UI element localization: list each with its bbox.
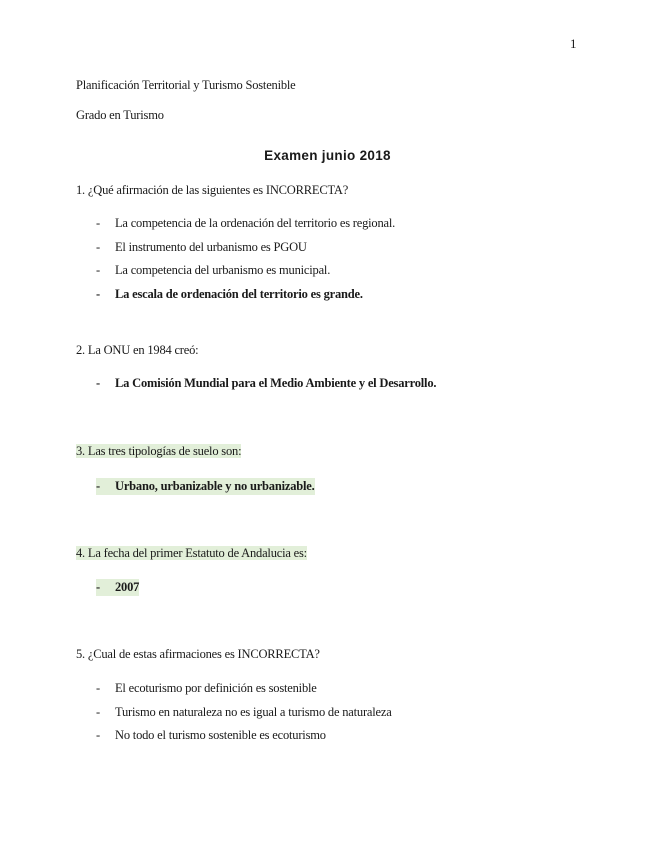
question-2: 2. La ONU en 1984 creó: [76,343,199,357]
answer-1-1 [96,215,395,232]
answer-5-1 [96,680,317,697]
answer-text: La escala de ordenación del territorio es grande. [115,287,363,301]
answer-text: El instrumento del urbanismo es PGOU [115,240,307,254]
answer-dash: - [96,376,100,390]
answer-text: La competencia de la ordenación del territorio es regional. [115,216,396,230]
page-number: 1 [570,36,577,51]
question-5: 5. ¿Cual de estas afirmaciones es INCORRECTA? [76,647,320,661]
answer-2-1-correct [96,375,436,392]
answer-text: 2007 [115,580,140,594]
answer-dash: - [96,705,100,719]
answer-dash: - [96,240,100,254]
question-1: 1. ¿Qué afirmación de las siguientes es INCORRECTA? [76,183,349,197]
question-4 [76,545,307,562]
answer-5-3 [96,727,326,744]
question-3 [76,443,241,460]
answer-4-1-correct [96,579,139,596]
answer-dash: - [96,479,100,493]
answer-dash: - [96,287,100,301]
answer-text: Urbano, urbanizable y no urbanizable. [115,479,315,493]
answer-dash: - [96,681,100,695]
answer-text: El ecoturismo por definición es sostenible [115,681,317,695]
answer-1-3 [96,262,330,279]
answer-5-2 [96,704,392,721]
question-text: 4. La fecha del primer Estatuto de Andalucia es: [76,546,307,560]
answer-1-4-correct [96,286,363,303]
question-text: 3. Las tres tipologías de suelo son: [76,444,242,458]
answer-text: La Comisión Mundial para el Medio Ambiente y el Desarrollo. [115,376,437,390]
answer-1-2 [96,239,307,256]
answer-text: Turismo en naturaleza no es igual a turismo de naturaleza [115,705,392,719]
answer-dash: - [96,263,100,277]
answer-dash: - [96,580,100,594]
course-title: Planificación Territorial y Turismo Sostenible [76,78,296,92]
degree-name: Grado en Turismo [76,108,164,122]
exam-title: Examen junio 2018 [264,148,391,163]
answer-text: La competencia del urbanismo es municipal. [115,263,331,277]
answer-dash: - [96,216,100,230]
answer-3-1-correct [96,478,315,495]
answer-text: No todo el turismo sostenible es ecoturismo [115,728,326,742]
answer-dash: - [96,728,100,742]
